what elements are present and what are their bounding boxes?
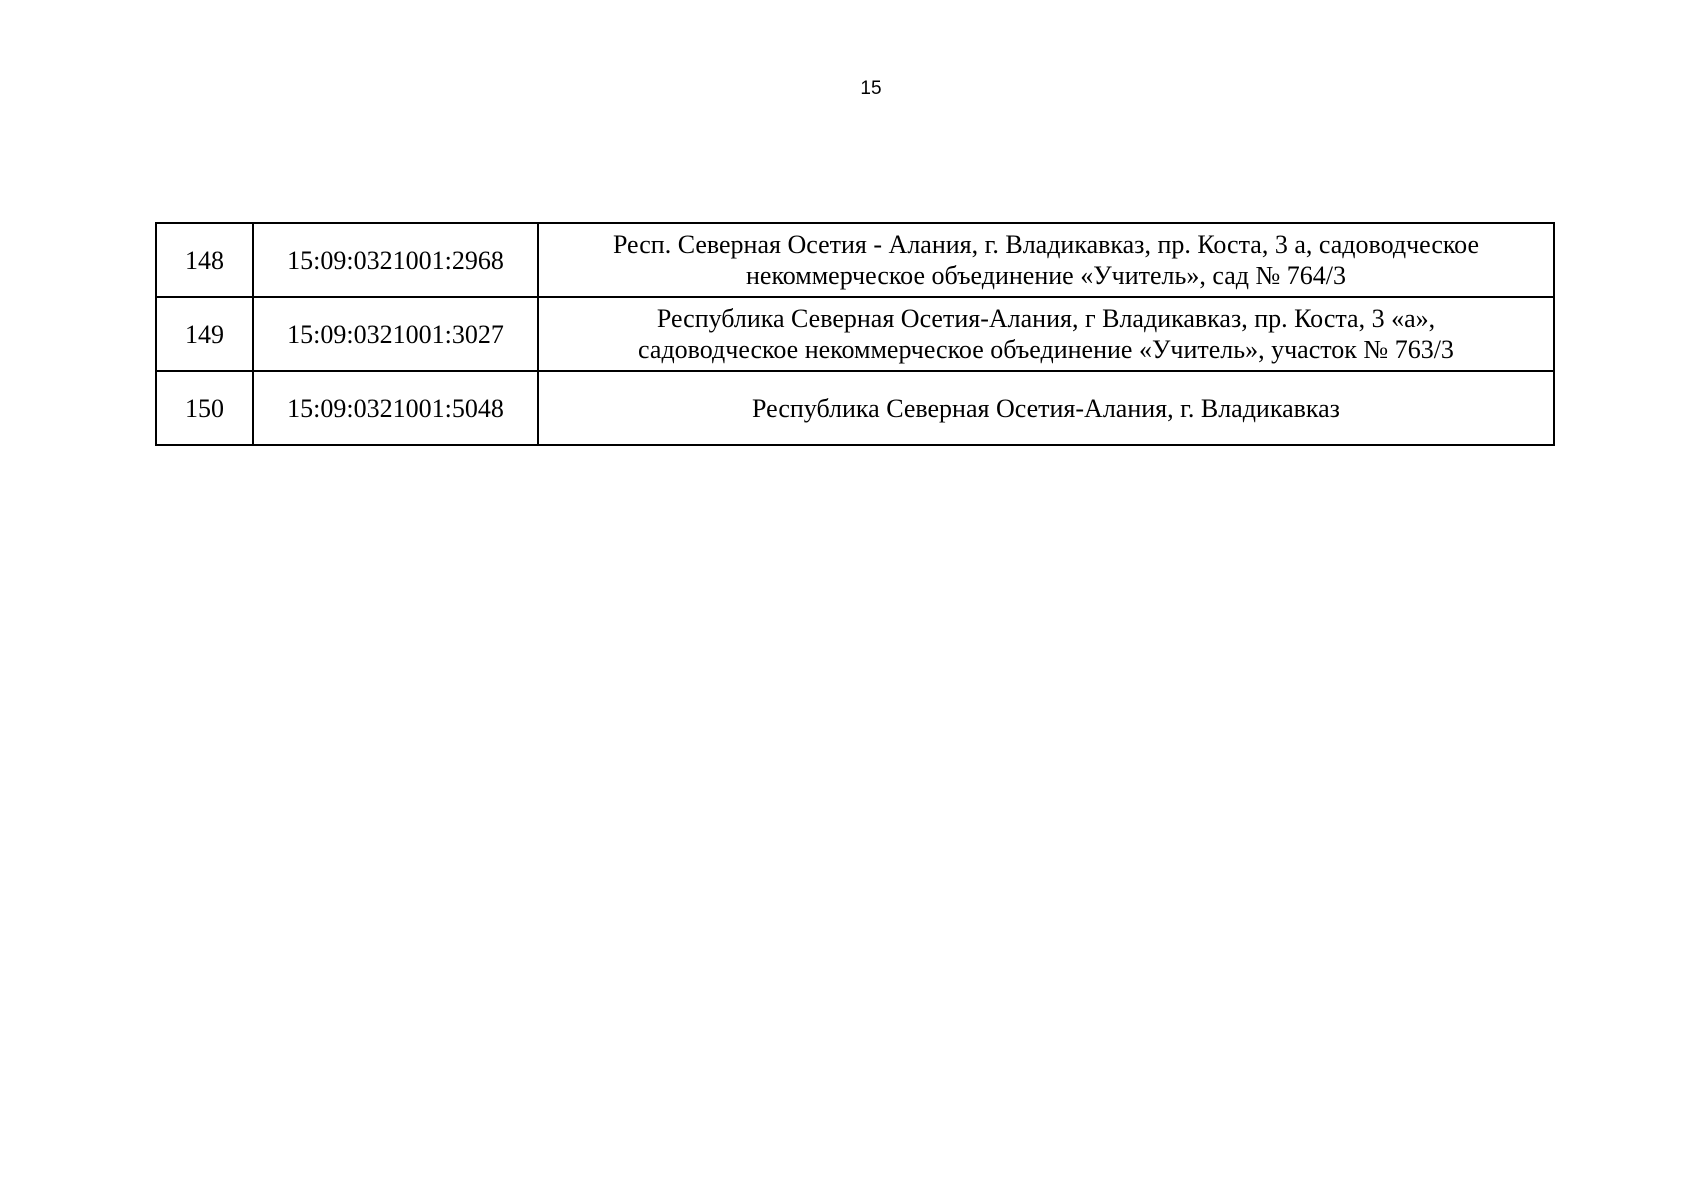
cadastral-number-cell: 15:09:0321001:5048 (253, 371, 538, 445)
row-number-cell: 149 (156, 297, 253, 371)
address-cell (538, 223, 1554, 297)
land-plot-table (155, 222, 1555, 446)
address-cell (538, 297, 1554, 371)
table-row (156, 297, 1554, 371)
address-line: Республика Северная Осетия-Алания, г. Владикавказ (752, 393, 1340, 423)
row-number-cell: 150 (156, 371, 253, 445)
cadastral-number-cell: 15:09:0321001:3027 (253, 297, 538, 371)
address-cell (538, 371, 1554, 445)
cadastral-number-cell: 15:09:0321001:2968 (253, 223, 538, 297)
address-line: Респ. Северная Осетия - Алания, г. Владикавказ, пр. Коста, 3 а, садоводческое (612, 230, 1480, 259)
address-line: некоммерческое объединение «Учитель», сад № 764/3 (745, 261, 1347, 290)
address-line: Республика Северная Осетия-Алания, г Владикавказ, пр. Коста, 3 «а», (656, 304, 1436, 333)
table-row (156, 371, 1554, 445)
table-row (156, 223, 1554, 297)
page-number: 15 (860, 78, 882, 99)
row-number-cell: 148 (156, 223, 253, 297)
address-line: садоводческое некоммерческое объединение «Учитель», участок № 763/3 (638, 335, 1454, 364)
